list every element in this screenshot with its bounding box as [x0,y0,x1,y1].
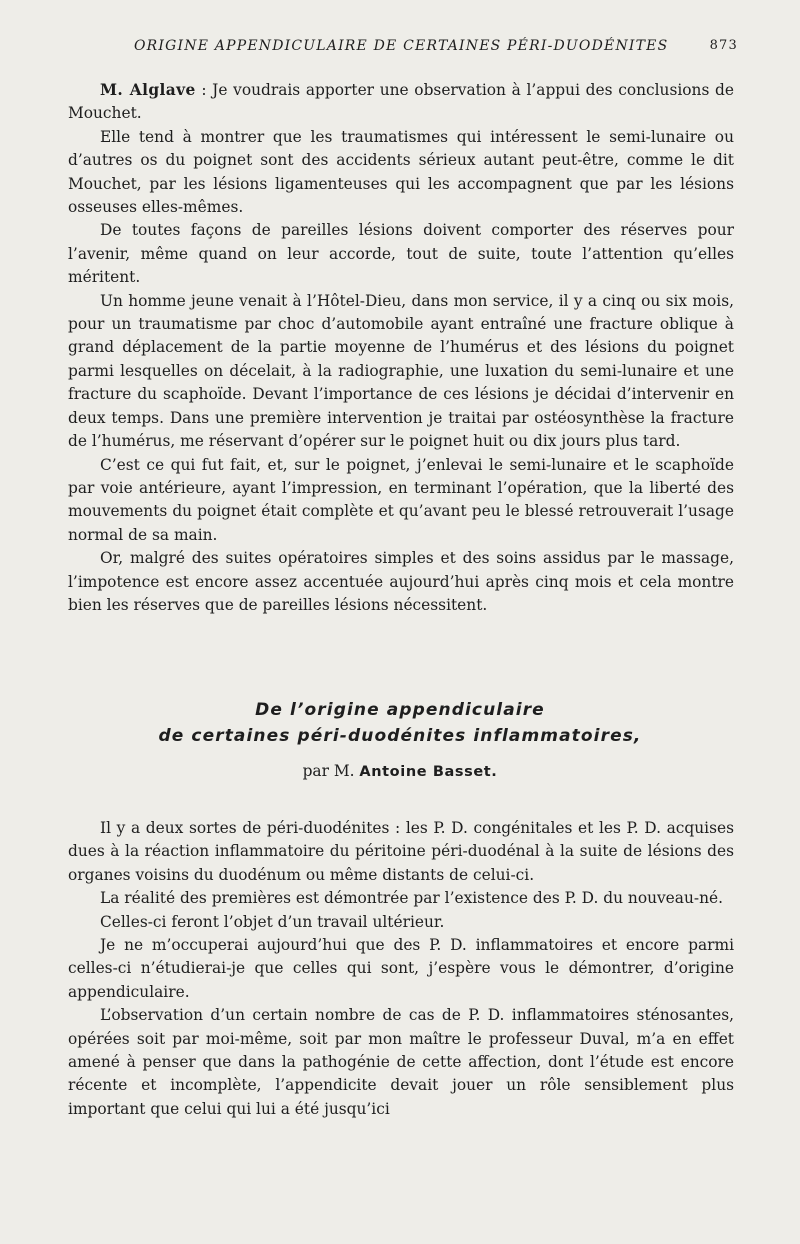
paragraph: Or, malgré des suites opératoires simples et des soins assidus par le massage, l’impotence est encore assez accentuée aujourd’hui après cinq mois et cela montre bien les réserves que de pareilles lésions nécessitent. [68,549,734,614]
paragraph: L’observation d’un certain nombre de cas de P. D. inflammatoires sténosantes, opérées soit par moi-même, soit par mon maître le professeur Duval, m’a en effet amené à penser que dans la pathogénie de cette affection, dont l’étude est encore récente et incomplète, l’appendicite devait jouer un rôle sensiblement plus important que celui qui lui a été jusqu’ici [68,1006,734,1118]
paragraph: Je ne m’occuperai aujourd’hui que des P. D. inflammatoires et encore parmi celles-ci n’étudierai-je que celles qui sont, j’espère vous le démontrer, d’origine appendiculaire. [68,936,734,1001]
paragraph: Un homme jeune venait à l’Hôtel-Dieu, dans mon service, il y a cinq ou six mois, pour un traumatisme par choc d’automobile ayant entraîné une fracture oblique à grand déplacement de la partie moyenne de l’humérus et des lésions du poignet parmi lesquelles on décelait, à la radiographie, une luxation du semi-lunaire et une fracture du scaphoïde. Devant l’importance de ces lésions je décidai d’intervenir en deux temps. Dans une première intervention je traitai par ostéosynthèse la fracture de l’humérus, me réservant d’opérer sur le poignet huit ou dix jours plus tard. [68,291,734,451]
paragraph: Celles-ci feront l’objet d’un travail ultérieur. [100,912,445,931]
paragraph: Elle tend à montrer que les traumatismes qui intéressent le semi-lunaire ou d’autres os du poignet sont des accidents sérieux autant peut-être, comme le dit Mouchet, par les lésions ligamenteuses qui les accompagnent que par les lésions osseuses elles-mêmes. [68,127,734,217]
article-title [60,697,740,749]
article-title-line: de certaines péri-duodénites inflammatoires, [158,726,642,746]
page-number: 873 [709,38,738,53]
byline-prefix: par M. [302,762,360,780]
paragraph: De toutes façons de pareilles lésions doivent comporter des réserves pour l’avenir, même quand on leur accorde, tout de suite, toute l’attention qu’elles méritent. [68,221,734,287]
byline [60,762,740,780]
article-body [68,817,734,1121]
article-title-line: De l’origine appendiculaire [255,700,545,720]
running-title: ORIGINE APPENDICULAIRE DE CERTAINES PÉRI-DUODÉNITES [134,38,669,54]
paragraph: C’est ce qui fut fait, et, sur le poignet, j’enlevai le semi-lunaire et le scaphoïde par voie antérieure, ayant l’impression, en terminant l’opération, que la liberté des mouvements du poignet était complète et qu’avant peu le blessé retrouverait l’usage normal de sa main. [68,455,734,544]
author-name: Antoine Basset. [359,764,498,780]
paragraph: La réalité des premières est démontrée par l’existence des P. D. du nouveau-né. [100,889,723,908]
paragraph: Il y a deux sortes de péri-duodénites : les P. D. congénitales et les P. D. acquises dues à la réaction inflammatoire du péritoine péri-duodénal à la suite de lésions des organes voisins du duodénum ou même distants de celui-ci. [68,819,734,884]
discussion-section [68,79,734,617]
paragraph [68,79,734,126]
running-header [82,38,738,58]
paragraph-text: : Je voudrais apporter une observation à l’appui des conclusions de Mouchet. [68,81,734,123]
speaker-name: M. Alglave [100,81,196,99]
